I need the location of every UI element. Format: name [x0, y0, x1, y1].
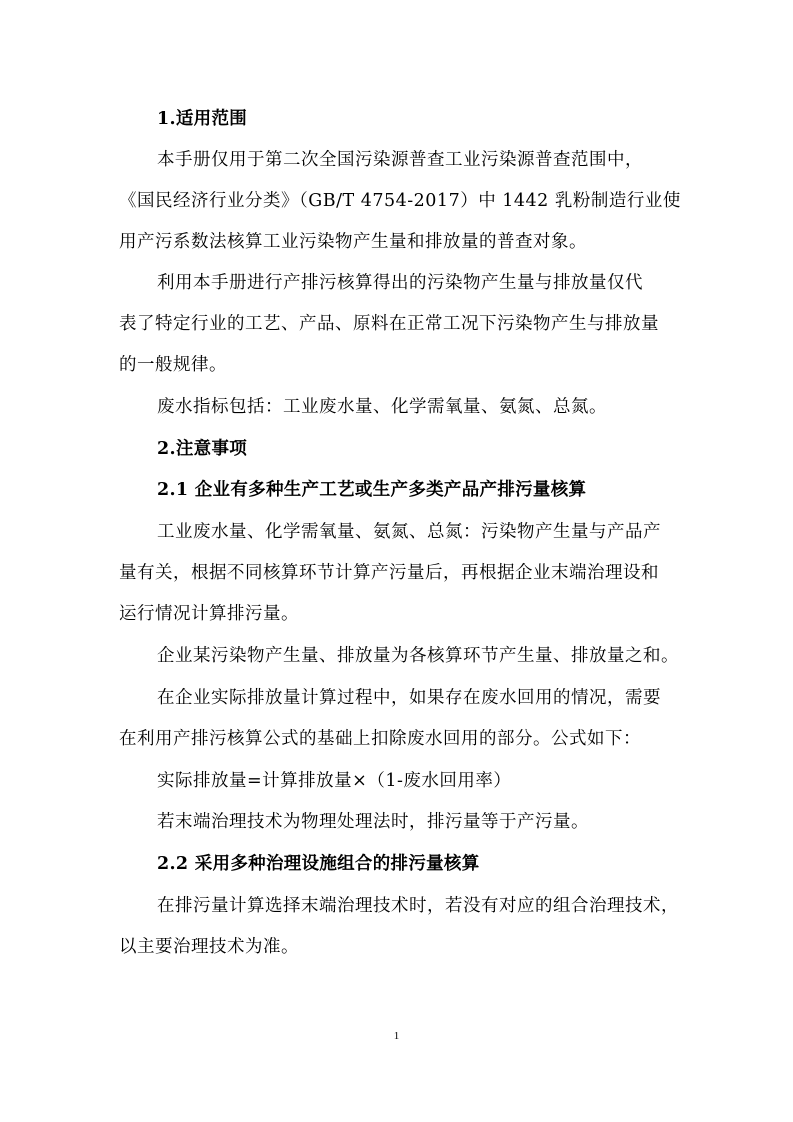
paragraph-line: 用产污系数法核算工业污染物产生量和排放量的普查对象。: [119, 232, 587, 252]
paragraph-line: 的一般规律。: [119, 355, 227, 375]
paragraph-line: 在排污量计算选择末端治理技术时，若没有对应的组合治理技术，: [157, 896, 679, 916]
paragraph-line: 以主要治理技术为准。: [119, 937, 299, 957]
heading-scope: 1.适用范围: [157, 109, 248, 129]
paragraph-line: 在利用产排污核算公式的基础上扣除废水回用的部分。公式如下：: [119, 729, 641, 749]
paragraph-line: 若末端治理技术为物理处理法时，排污量等于产污量。: [157, 812, 589, 832]
heading-notes: 2.注意事项: [157, 439, 248, 459]
paragraph-line: 表了特定行业的工艺、产品、原料在正常工况下污染物产生与排放量: [119, 314, 659, 334]
paragraph-line: 量有关，根据不同核算环节计算产污量后，再根据企业末端治理设和: [119, 563, 659, 583]
page-number: 1: [393, 1030, 400, 1042]
paragraph-line: 企业某污染物产生量、排放量为各核算环节产生量、排放量之和。: [157, 646, 679, 666]
paragraph-line: 本手册仅用于第二次全国污染源普查工业污染源普查范围中，: [157, 150, 643, 170]
paragraph-line: 废水指标包括：工业废水量、化学需氧量、氨氮、总氮。: [157, 397, 607, 417]
paragraph-line: 《国民经济行业分类》（GB/T 4754-2017）中 1442 乳粉制造行业使: [119, 191, 681, 211]
paragraph-line: 利用本手册进行产排污核算得出的污染物产生量与排放量仅代: [157, 273, 643, 293]
heading-2-2: 2.2 采用多种治理设施组合的排污量核算: [157, 854, 480, 874]
paragraph-line: 工业废水量、化学需氧量、氨氮、总氮：污染物产生量与产品产: [157, 522, 661, 542]
paragraph-line: 运行情况计算排污量。: [119, 604, 299, 624]
formula: 实际排放量=计算排放量×（1-废水回用率）: [157, 771, 512, 791]
paragraph-line: 在企业实际排放量计算过程中，如果存在废水回用的情况，需要: [157, 688, 661, 708]
heading-2-1: 2.1 企业有多种生产工艺或生产多类产品产排污量核算: [157, 480, 587, 500]
